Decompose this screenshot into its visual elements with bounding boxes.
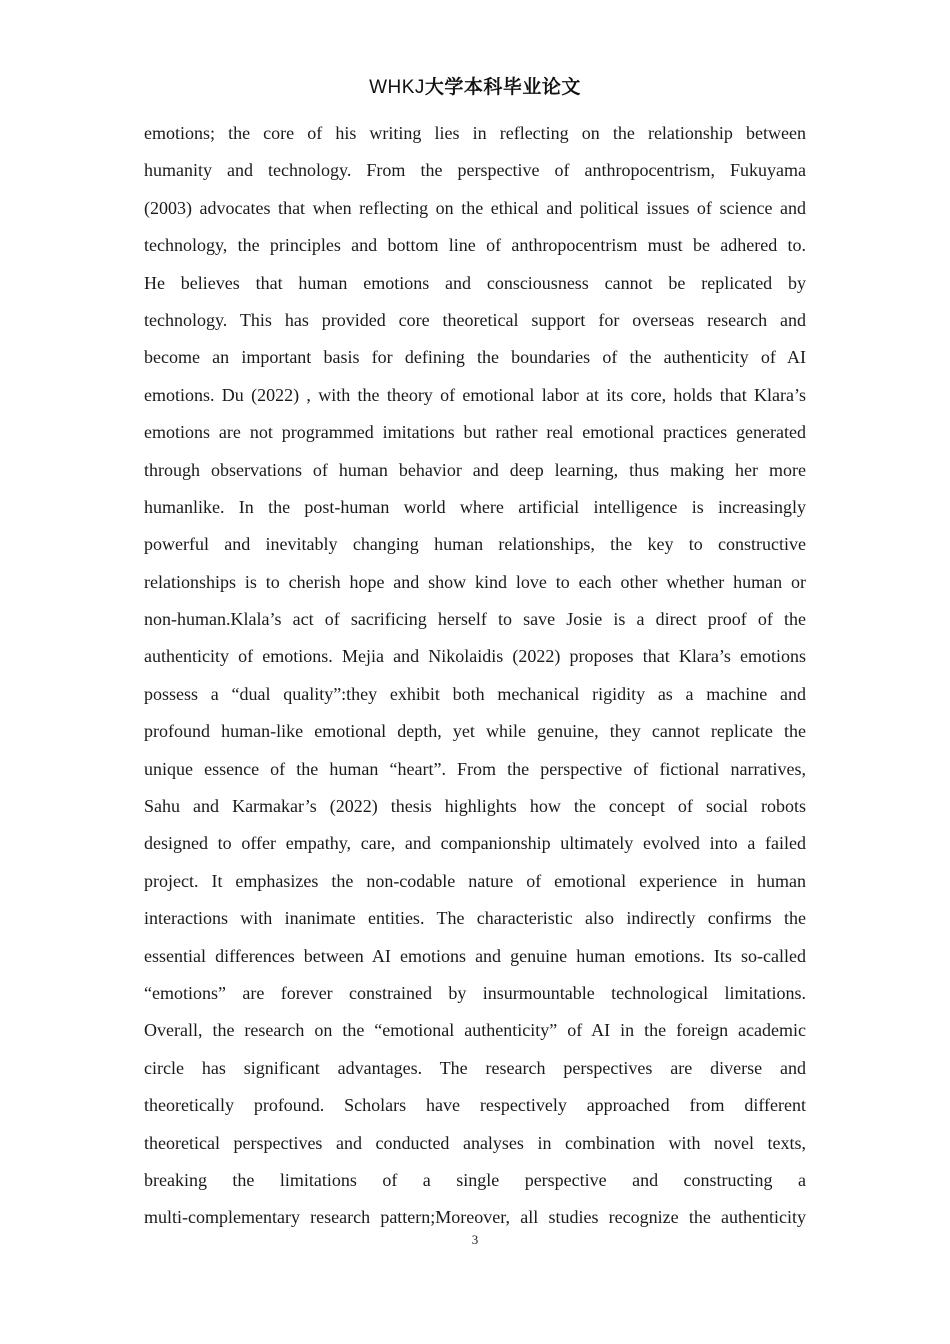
text-line: technology, the principles and bottom line of anthropocentrism must be adhered to. [144, 235, 806, 256]
text-line: relationships is to cherish hope and show kind love to each other whether human or [144, 571, 806, 592]
text-line: theoretically profound. Scholars have respectively approached from different [144, 1095, 806, 1116]
text-line: possess a “dual quality”:they exhibit both mechanical rigidity as a machine and [144, 683, 806, 704]
text-line: technology. This has provided core theoretical support for overseas research and [144, 309, 806, 330]
text-line: through observations of human behavior and deep learning, thus making her more [144, 459, 806, 480]
text-line: interactions with inanimate entities. The characteristic also indirectly confirms the [144, 908, 806, 929]
text-line: multi-complementary research pattern;Moreover, all studies recognize the authenticity [144, 1207, 806, 1228]
text-line: He believes that human emotions and consciousness cannot be replicated by [144, 272, 806, 293]
text-line: breaking the limitations of a single perspective and constructing a [144, 1169, 806, 1190]
text-line: essential differences between AI emotions and genuine human emotions. Its so-called [144, 945, 806, 966]
text-line: emotions are not programmed imitations but rather real emotional practices generated [144, 422, 806, 443]
header-thesis-title: 大学本科毕业论文 [424, 76, 581, 98]
body-paragraph [144, 115, 806, 1237]
text-line: “emotions” are forever constrained by insurmountable technological limitations. [144, 982, 806, 1003]
header-university-code: WHKJ [369, 77, 425, 98]
text-line: designed to offer empathy, care, and companionship ultimately evolved into a failed [144, 833, 806, 854]
text-line: profound human-like emotional depth, yet while genuine, they cannot replicate the [144, 721, 806, 742]
text-line: non-human.Klala’s act of sacrificing herself to save Josie is a direct proof of the [144, 609, 806, 630]
text-line: humanity and technology. From the perspective of anthropocentrism, Fukuyama [144, 160, 806, 181]
text-line: project. It emphasizes the non-codable nature of emotional experience in human [144, 870, 806, 891]
text-line: authenticity of emotions. Mejia and Nikolaidis (2022) proposes that Klara’s emotions [144, 646, 806, 667]
text-line: emotions. Du (2022) , with the theory of emotional labor at its core, holds that Klara’s [144, 384, 806, 405]
text-line: theoretical perspectives and conducted analyses in combination with novel texts, [144, 1132, 806, 1153]
text-line: become an important basis for defining the boundaries of the authenticity of AI [144, 347, 806, 368]
text-line: (2003) advocates that when reflecting on the ethical and political issues of science and [144, 197, 806, 218]
text-line: Overall, the research on the “emotional authenticity” of AI in the foreign academic [144, 1020, 806, 1041]
text-line: powerful and inevitably changing human relationships, the key to constructive [144, 534, 806, 555]
text-line: humanlike. In the post-human world where artificial intelligence is increasingly [144, 496, 806, 517]
page-number: 3 [471, 1232, 479, 1247]
page-header [0, 74, 950, 101]
text-line: emotions; the core of his writing lies in reflecting on the relationship between [144, 123, 806, 143]
text-line: Sahu and Karmakar’s (2022) thesis highlights how the concept of social robots [144, 796, 806, 817]
text-line: circle has significant advantages. The research perspectives are diverse and [144, 1057, 806, 1078]
text-line: unique essence of the human “heart”. From the perspective of fictional narratives, [144, 758, 806, 779]
